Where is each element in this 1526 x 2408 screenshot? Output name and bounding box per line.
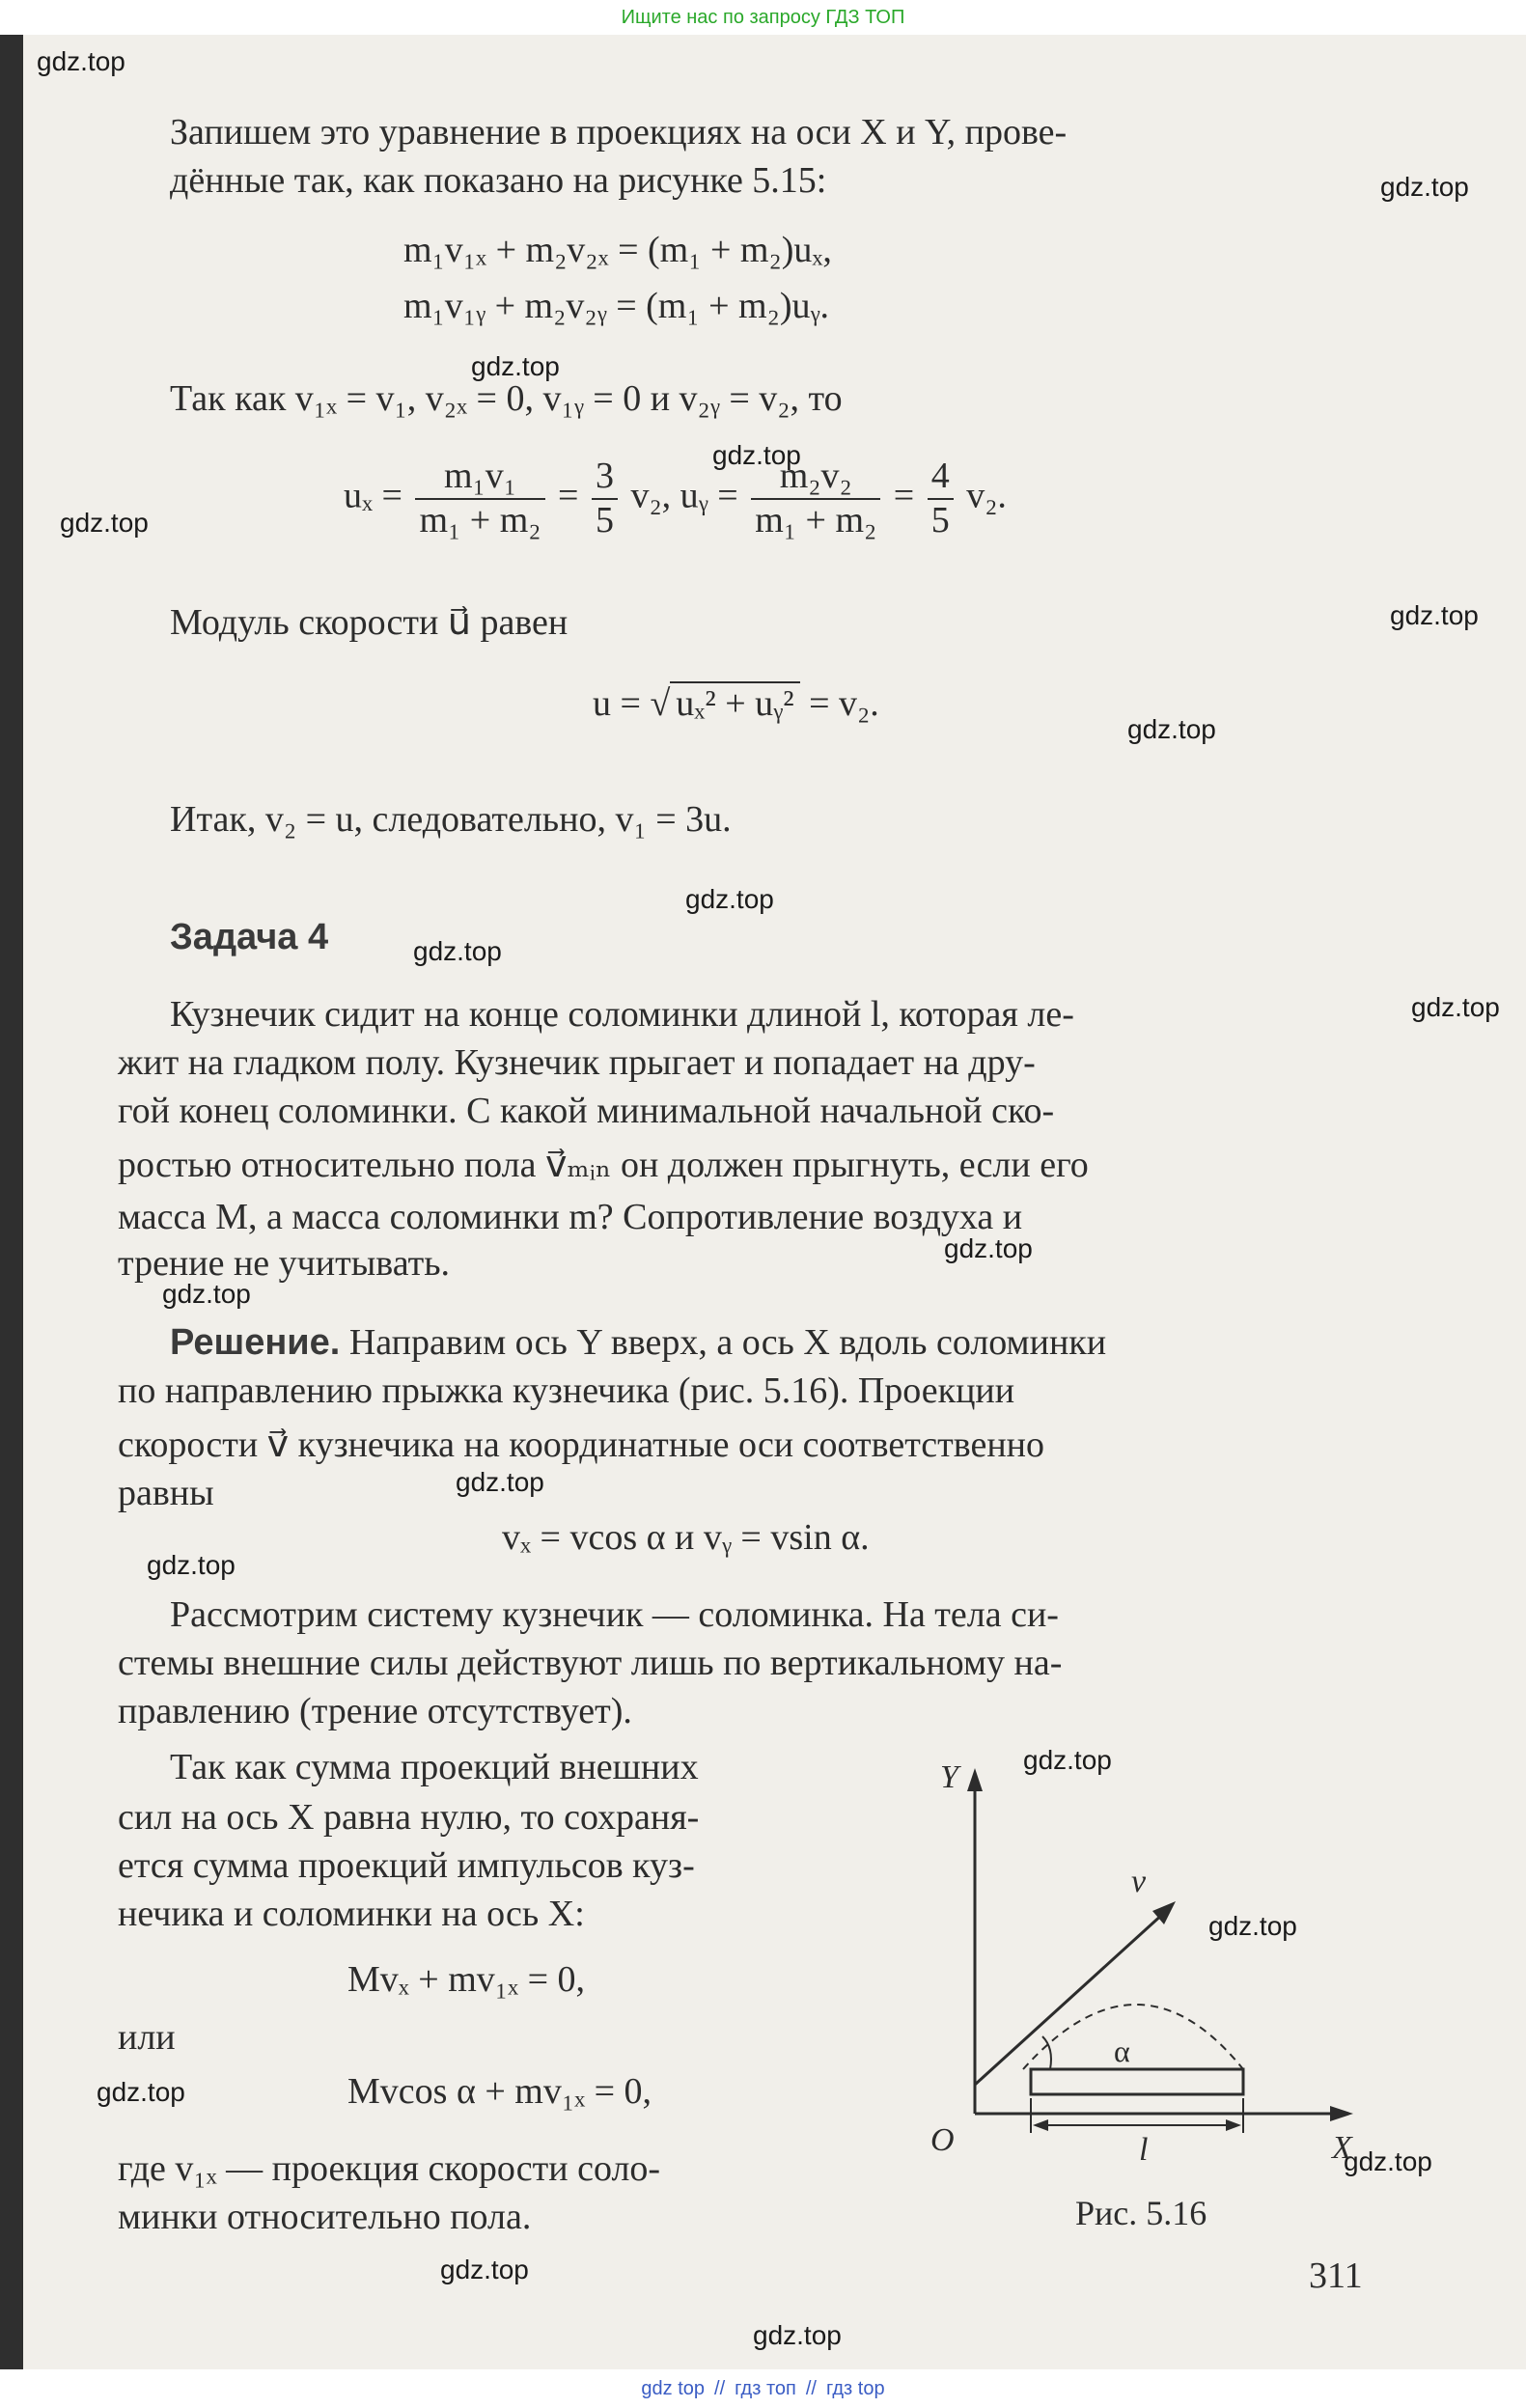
watermark: gdz.top xyxy=(440,2255,529,2284)
task-line: гой конец соломинки. С какой минимальной начальной ско- xyxy=(118,1091,1055,1131)
eq-u-mid: v₂, uᵧ = xyxy=(630,475,738,516)
watermark: gdz.top xyxy=(162,1279,251,1309)
since-line: Так как v₁ₓ = v₁, v₂ₓ = 0, v₁ᵧ = 0 и v₂ᵧ = v₂, то xyxy=(170,378,843,419)
sum-line: ется сумма проекций импульсов куз- xyxy=(118,1845,695,1886)
sqrt xyxy=(650,681,799,726)
eq-u-mid: = xyxy=(558,475,579,516)
bottom-link[interactable]: gdz top xyxy=(641,2378,706,2399)
angle-arc xyxy=(1042,2036,1051,2069)
sqrt-icon: √ xyxy=(650,683,671,724)
watermark: gdz.top xyxy=(685,884,774,914)
equation-projection: vₓ = vcos α и vᵧ = vsin α. xyxy=(502,1517,870,1558)
task-line: ростью относительно пола v⃗ₘᵢₙ он должен прыгнуть, если его xyxy=(118,1145,1089,1185)
figure-caption: Рис. 5.16 xyxy=(1075,2194,1207,2232)
numerator: 3 xyxy=(592,456,618,500)
solution-label: Решение. xyxy=(170,1322,341,1363)
watermark: gdz.top xyxy=(944,1233,1033,1263)
where-line: где v₁ₓ — проекция скорости соло- xyxy=(118,2148,661,2189)
watermark: gdz.top xyxy=(147,1550,236,1580)
velocity-vector xyxy=(975,1901,1176,2085)
separator: // xyxy=(805,2378,817,2399)
origin-label: O xyxy=(930,2122,955,2158)
vector-label: v⃗ xyxy=(1131,1864,1172,1899)
task-heading: Задача 4 xyxy=(170,917,329,957)
denominator: m₁ + m₂ xyxy=(419,499,541,540)
y-axis xyxy=(967,1768,983,2114)
bottom-link[interactable]: гдз топ xyxy=(735,2378,796,2399)
equation-momentum: Mvₓ + mv₁ₓ = 0, xyxy=(347,1959,585,2000)
task-line: масса M, а масса соломинки m? Сопротивление воздуха и xyxy=(118,1197,1023,1237)
trajectory-arc xyxy=(1023,2005,1243,2069)
length-dimension xyxy=(1031,2098,1243,2133)
eq-u-end: v₂. xyxy=(966,475,1007,516)
fraction xyxy=(592,456,618,541)
eq-u-left: uₓ = xyxy=(344,475,402,516)
sum-line: сил на ось X равна нулю, то сохраня- xyxy=(118,1797,700,1838)
figure-5-16 xyxy=(917,1747,1371,2172)
watermark: gdz.top xyxy=(1390,600,1479,630)
equation-y: m₁v₁ᵧ + m₂v₂ᵧ = (m₁ + m₂)uᵧ. xyxy=(403,286,830,326)
watermark: gdz.top xyxy=(1127,714,1216,744)
numerator: 4 xyxy=(928,456,954,500)
sum-line: нечика и соломинки на ось X: xyxy=(118,1894,585,1934)
numerator: m₁v₁ xyxy=(415,456,544,500)
numerator: m₂v₂ xyxy=(751,456,880,500)
sqrt-left: u = xyxy=(593,683,641,724)
modulus-line: Модуль скорости u⃗ равен xyxy=(170,602,569,643)
denominator: m₁ + m₂ xyxy=(755,499,877,540)
sum-line: Так как сумма проекций внешних xyxy=(170,1747,699,1787)
equation-sqrt xyxy=(593,681,879,726)
watermark: gdz.top xyxy=(1023,1745,1112,1775)
fraction xyxy=(751,456,880,541)
separator: // xyxy=(714,2378,726,2399)
denominator: 5 xyxy=(595,499,614,540)
solution-line: скорости v⃗ кузнечика на координатные оси соответственно xyxy=(118,1425,1045,1465)
denominator: 5 xyxy=(930,499,950,540)
solution-line: по направлению прыжка кузнечика (рис. 5.16). Проекции xyxy=(118,1370,1015,1411)
watermark: gdz.top xyxy=(456,1467,544,1497)
fraction xyxy=(928,456,954,541)
system-line: стемы внешние силы действуют лишь по вертикальному на- xyxy=(118,1643,1063,1683)
solution-line xyxy=(170,1322,1106,1365)
page-number: 311 xyxy=(1309,2256,1363,2296)
angle-label: α xyxy=(1114,2034,1130,2068)
intro-line: дённые так, как показано на рисунке 5.15: xyxy=(170,160,827,201)
straw xyxy=(1031,2069,1243,2094)
conclusion-line: Итак, v₂ = u, следовательно, v₁ = 3u. xyxy=(170,799,732,840)
watermark: gdz.top xyxy=(97,2077,185,2107)
page-edge xyxy=(0,35,23,2369)
watermark: gdz.top xyxy=(413,936,502,966)
equation-x: m₁v₁ₓ + m₂v₂ₓ = (m₁ + m₂)uₓ, xyxy=(403,230,832,270)
bottom-link[interactable]: гдз top xyxy=(825,2378,885,2399)
solution-text: Направим ось Y вверх, а ось X вдоль соломинки xyxy=(340,1322,1107,1363)
equation-momentum-cos: Mvcos α + mv₁ₓ = 0, xyxy=(347,2071,652,2112)
watermark: gdz.top xyxy=(1344,2146,1432,2176)
intro-line: Запишем это уравнение в проекциях на оси X и Y, прове- xyxy=(170,112,1068,152)
x-axis-label: X xyxy=(1332,2130,1352,2166)
watermark: gdz.top xyxy=(60,508,149,538)
watermark: gdz.top xyxy=(1411,992,1500,1022)
radicand: uₓ² + uᵧ² xyxy=(670,681,799,726)
task-line: жит на гладком полу. Кузнечик прыгает и попадает на дру- xyxy=(118,1042,1036,1083)
watermark: gdz.top xyxy=(712,440,801,470)
watermark: gdz.top xyxy=(37,46,125,76)
task-line: Кузнечик сидит на конце соломинки длиной l, которая ле- xyxy=(170,994,1074,1035)
watermark: gdz.top xyxy=(1380,172,1469,202)
system-line: правлению (трение отсутствует). xyxy=(118,1691,632,1731)
fraction xyxy=(415,456,544,541)
task-line: трение не учитывать. xyxy=(118,1243,451,1284)
eq-u-mid: = xyxy=(893,475,915,516)
sqrt-right: = v₂. xyxy=(809,683,879,724)
or-word: или xyxy=(118,2017,176,2058)
where-line: минки относительно пола. xyxy=(118,2197,532,2237)
watermark: gdz.top xyxy=(1208,1911,1297,1941)
top-banner[interactable]: Ищите нас по запросу ГДЗ ТОП xyxy=(0,0,1526,35)
bottom-banner xyxy=(0,2369,1526,2408)
watermark: gdz.top xyxy=(471,351,560,381)
y-axis-label: Y xyxy=(940,1759,958,1795)
watermark: gdz.top xyxy=(753,2320,842,2350)
system-line: Рассмотрим систему кузнечик — соломинка. На тела си- xyxy=(170,1594,1059,1635)
equation-u xyxy=(344,456,1007,541)
solution-line: равны xyxy=(118,1473,214,1513)
length-label: l xyxy=(1139,2132,1149,2168)
